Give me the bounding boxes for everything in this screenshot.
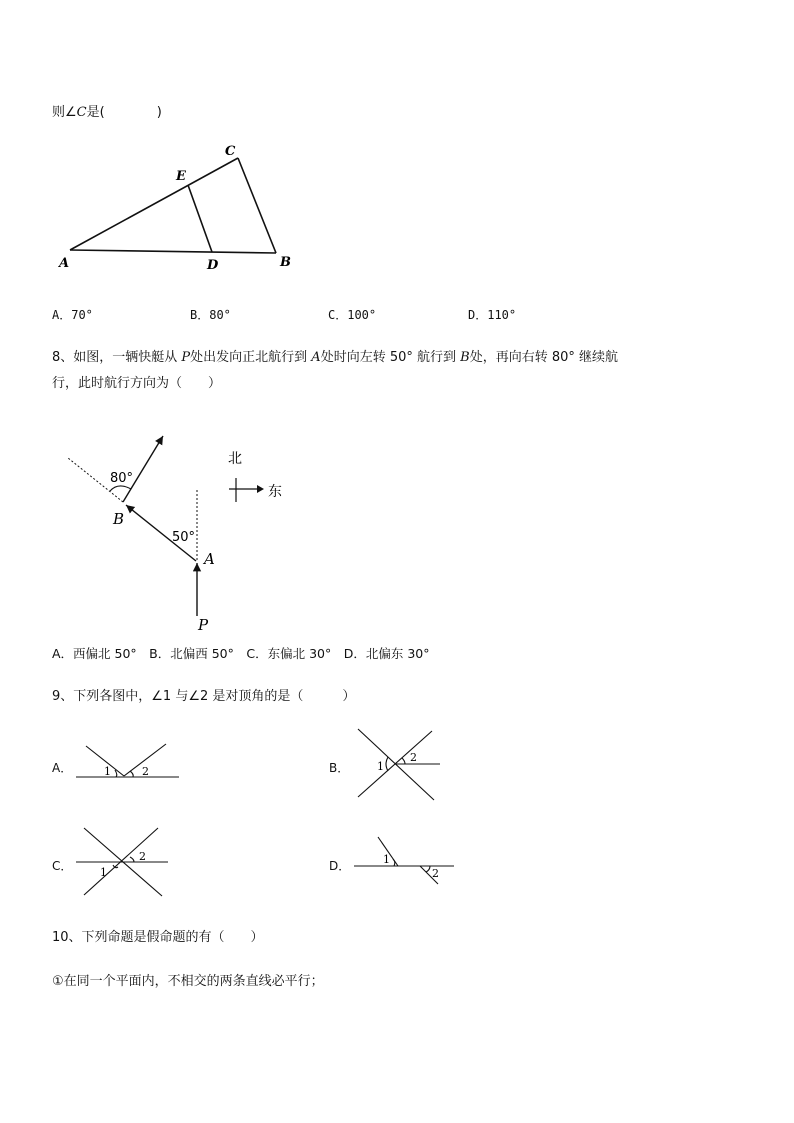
q7-triangle-figure bbox=[0, 0, 794, 300]
label-B: B bbox=[113, 510, 125, 528]
q8-stem-line2: 行，此时航行方向为（ ） bbox=[52, 376, 222, 391]
label-D: D bbox=[207, 258, 219, 273]
q7-option-b[interactable]: B．80° bbox=[190, 308, 231, 322]
label-A: A bbox=[59, 256, 70, 271]
compass-east: 东 bbox=[268, 484, 282, 500]
compass-north: 北 bbox=[228, 451, 242, 467]
segment-AB bbox=[70, 250, 276, 253]
q9-option-b-letter[interactable]: B． bbox=[329, 761, 350, 775]
q10-item-1: ①在同一个平面内，不相交的两条直线必平行； bbox=[52, 974, 324, 989]
label-E: E bbox=[176, 169, 186, 184]
angle-arc-B bbox=[110, 486, 131, 491]
q9-option-b-figure[interactable] bbox=[350, 724, 450, 804]
q9-option-c-figure[interactable] bbox=[70, 822, 180, 902]
angle-label-80: 80° bbox=[110, 471, 134, 486]
q10-stem: 10、下列命题是假命题的有（ ） bbox=[52, 930, 264, 945]
q9-option-a-figure[interactable] bbox=[70, 740, 190, 785]
q9-option-a-letter[interactable]: A． bbox=[52, 761, 73, 775]
angle-1: 1 bbox=[100, 866, 107, 879]
q9-stem: 9、下列各图中，∠1 与∠2 是对顶角的是（ ） bbox=[52, 689, 356, 704]
q9-option-d-figure[interactable] bbox=[350, 830, 460, 890]
angle-1: 1 bbox=[104, 765, 111, 778]
angle-2: 2 bbox=[142, 765, 149, 778]
angle-2: 2 bbox=[139, 850, 146, 863]
q7-option-a[interactable]: A．70° bbox=[52, 308, 93, 322]
angle-2: 2 bbox=[410, 751, 417, 764]
q8-stem-line1: 8、如图，一辆快艇从 P处出发向正北航行到 A处时向左转 50° 航行到 B处，再向右转 80° 继续航 bbox=[52, 350, 619, 365]
q7-stem: 则∠C是( ) bbox=[52, 105, 162, 120]
angle-2: 2 bbox=[432, 867, 439, 880]
q8-navigation-figure bbox=[0, 420, 794, 640]
q8-options[interactable]: A．西偏北 50° B．北偏西 50° C．东偏北 30° D．北偏东 30° bbox=[52, 646, 430, 661]
segment-CB bbox=[238, 158, 276, 253]
compass-icon bbox=[229, 478, 264, 502]
q7-option-c[interactable]: C．100° bbox=[328, 308, 377, 322]
label-A: A bbox=[204, 550, 215, 568]
segment-AC bbox=[70, 158, 238, 250]
path-B-out bbox=[123, 436, 163, 502]
q9-option-c-letter[interactable]: C． bbox=[52, 859, 73, 873]
label-B: B bbox=[280, 255, 291, 270]
angle-1: 1 bbox=[377, 760, 384, 773]
label-P: P bbox=[198, 616, 209, 634]
q7-option-d[interactable]: D．110° bbox=[468, 308, 517, 322]
label-C: C bbox=[225, 144, 236, 159]
angle-label-50: 50° bbox=[172, 530, 196, 545]
angle-1: 1 bbox=[383, 853, 390, 866]
segment-ED bbox=[188, 185, 212, 252]
q9-option-d-letter[interactable]: D． bbox=[329, 859, 351, 873]
